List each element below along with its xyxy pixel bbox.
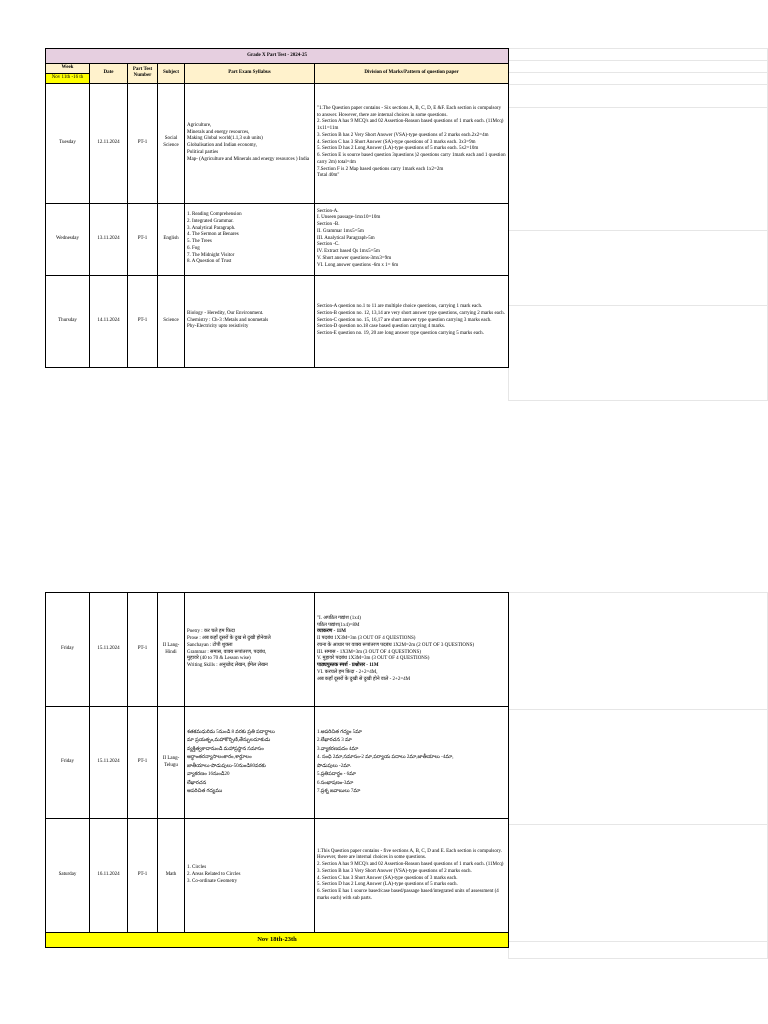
- syllabus-cell: Poetry : कर चले हम फ़िदा Prose : अब कहाँ दूसरों के दुख से दुखी होनेवाले Sanchayan : टोपी शुक्ला Grammar : समास, वाक्य रूपांतरण, पदबंध, मुहावरे (40 to 70 & Lesson wise) Writing Skills : अनुच्छेद लेखन, ईमेल लेखन: [185, 593, 315, 707]
- pattern-line: पठित पद्यांश(1x4)=8M: [317, 622, 360, 628]
- day-cell: Friday: [46, 593, 90, 707]
- table-row: [46, 275, 509, 367]
- table-row: [46, 593, 509, 707]
- empty-grid-top: [508, 48, 768, 401]
- week-range: Nov 11th -16 th: [46, 73, 90, 83]
- date-header: Date: [90, 64, 128, 84]
- table-title: Grade X Part Test - 2024-25: [46, 49, 509, 64]
- pt-cell: PT-1: [128, 83, 158, 203]
- date-cell: 15.11.2024: [90, 593, 128, 707]
- pattern-cell: Section-A question no.1 to 11 are multiple choice questions, carrying 1 mark each. Section-B question no. 12, 13,14 are very short answer type questions, carrying 2 marks each. Section-C question no. 15, 16,17 are short answer type question carrying 3 marks each. Section-D question no.18 case based question carrying 4 marks. Section-E question no. 19, 20 are long answer type question carrying 5 marks each.: [315, 275, 509, 367]
- pt-cell: PT-1: [128, 707, 158, 819]
- pattern-line: व्याकरण - 11M: [317, 629, 347, 635]
- subject-cell: Math: [158, 819, 185, 933]
- table-row: [46, 819, 509, 933]
- syllabus-cell: Biology - Heredity, Our Environment. Chemistry : Ch-3 :Metals and nonmetals Phy-Electricity upto resistivity: [185, 275, 315, 367]
- subject-cell: English: [158, 203, 185, 275]
- schedule-table-top: [45, 48, 509, 368]
- pattern-cell: Section-A. I. Unseen passage-1mx10=10m Section -B. II. Grammar 1mx5=5m III. Analytical Paragraph-5m Section -C. IV. Extract based Qs 1mx5=5m V. Short answer questions-3mx3=9m VI. Long answer questions -6m x 1= 6m: [315, 203, 509, 275]
- pt-cell: PT-1: [128, 203, 158, 275]
- syllabus-cell: 1. Circles 2. Areas Related to Circles 3. Co-ordinate Geometry: [185, 819, 315, 933]
- pattern-line: रचना के आधार पर वाक्य रूपांतरण पदबंध 1X2M=2m (2 OUT OF 3 QUESTIONS): [317, 642, 475, 648]
- pattern-line: पाठ्यपुस्तक स्पर्श - प्रश्नोत्तर - 11M: [317, 663, 379, 668]
- day-cell: Wednesday: [46, 203, 90, 275]
- subject-header: Subject: [158, 64, 185, 84]
- syllabus-cell: శతకమధురిమ 5నుండి 8 వరకు ప్రతి పదార్థాలు మా ప్రయత్నం,మహాకొర్పిణి,తేన్పులదూకుడు వ్యక్తిత్వకాదానుండి మహాప్రస్థాన సమాసం అర్థాంతరన్యాసాలంకారం,శార్దూలం జాతీయాలు-పొడుపులు-50నుండి80వరకు వ్యాకరణం 16నుండి20 లేఖారచన అపరిచిత గద్యము: [185, 707, 315, 819]
- pattern-cell: [315, 593, 509, 707]
- next-week-banner: Nov 18th-23th: [46, 933, 509, 948]
- day-cell: Saturday: [46, 819, 90, 933]
- table-row: [46, 83, 509, 203]
- syllabus-header: Part Exam Syllabus: [185, 64, 315, 84]
- schedule-table-bottom: [45, 592, 509, 948]
- subject-cell: Social Science: [158, 83, 185, 203]
- date-cell: 12.11.2024: [90, 83, 128, 203]
- pattern-line: III. समास - 1X3M=3m (3 OUT OF 4 QUESTIONS): [317, 649, 421, 655]
- week-header: Week: [46, 64, 90, 74]
- day-cell: Thursday: [46, 275, 90, 367]
- pattern-line: V. मुहावरे पदबंध 1X3M=3m (3 OUT OF 4 QUESTIONS): [317, 656, 430, 662]
- part-test-header: Part Test Number: [128, 64, 158, 84]
- pattern-cell: 1.This Question paper contains - five sections A, B, C, D and E. Each section is compulsory. However, there are internal choices in some questions. 2. Section A has 9 MCQ's and 02 Assertion-Reason based questions of 1 mark each. (11Mcq) 3. Section B has 3 Very Short Answer (VSA)-type questions of 2 marks each. 4. Section C has 3 Short Answer (SA)-type questions of 3 marks each. 5. Section D has 2 Long Answer (LA)-type questions of 5 marks each. 6. Section E has 1 source based/case based/passage based/integrated units of assessment (4 marks each) with sub parts.: [315, 819, 509, 933]
- pt-cell: PT-1: [128, 593, 158, 707]
- pattern-header: Division of Marks/Pattern of question paper: [315, 64, 509, 84]
- day-cell: Tuesday: [46, 83, 90, 203]
- pattern-line: VI. करचले हम फ़िदा - 2+2=4M,: [317, 669, 378, 675]
- pattern-cell: "1.The Question paper contains - Six sections A, B, C, D, E &F. Each section is compulsory to answer. However, there are internal choices in some questions. 2. Section A has 9 MCQ's and 02 Assertion-Reason based questions of 1 mark each. (11Mcq) 1x11=11m 3. Section B has 2 Very Short Answer (VSA)-type questions of 2 marks each.2x2=4m 4. Section C has 3 Short Answer (SA)-type questions of 3 marks each. 3x3=9m 5. Section D has 2 Long Answer (LA)-type questions of 5 marks each. 5x2=10m 6. Section E is source based question 3questions )2 questions carry 1mark each and 1 question carry 2m) total=4m 7.Section F is 2 Map based quetions carry 1mark each 1x2=2m Total 40m": [315, 83, 509, 203]
- date-cell: 15.11.2024: [90, 707, 128, 819]
- table-row: [46, 203, 509, 275]
- empty-grid-bottom: [508, 592, 768, 959]
- syllabus-cell: 1. Reading Comprehension 2. Integrated Grammar. 3. Analytical Paragraph. 4. The Sermon at Benares 5. The Trees 6. Fog 7. The Midnight Visitor 8. A Question of Trust: [185, 203, 315, 275]
- pattern-line: II पदबंध 1X3M=3m (3 OUT OF 4 QUESTIONS): [317, 636, 416, 641]
- date-cell: 13.11.2024: [90, 203, 128, 275]
- pt-cell: PT-1: [128, 819, 158, 933]
- date-cell: 16.11.2024: [90, 819, 128, 933]
- pattern-line: अब कहाँ दूसरों के दुखी से दुखी होने वाले - 2+2=4M: [317, 676, 411, 682]
- table-row: [46, 707, 509, 819]
- pattern-cell: 1.అపరిచిత గద్యం 5మా 2.లేఖారచన 3 మా 3.వ్యాకరణపదం 4మా 4. సంధి 2మా,సమాసం-2 మా,పర్యాయ పదాలు 2మా,జాతీయాలు -4మా, పొడుపులు -2మా. 5.ప్రతిపదార్థం - 6మా 6.సంభాషణం-3మా 7.ప్రశ్న జవాబులు 7మా: [315, 707, 509, 819]
- pt-cell: PT-1: [128, 275, 158, 367]
- pattern-line: "I. अपठित गद्यांश (1x4): [317, 615, 361, 621]
- date-cell: 14.11.2024: [90, 275, 128, 367]
- subject-cell: Science: [158, 275, 185, 367]
- subject-cell: II Lang- Telugu: [158, 707, 185, 819]
- day-cell: Friday: [46, 707, 90, 819]
- syllabus-cell: Agriculture, Minerals and energy resources, Making Global world(1.1,3 sub units) Globalisation and Indian economy, Political parties Map- (Agriculture and Minerals and energy resources ) India: [185, 83, 315, 203]
- subject-cell: II Lang- Hindi: [158, 593, 185, 707]
